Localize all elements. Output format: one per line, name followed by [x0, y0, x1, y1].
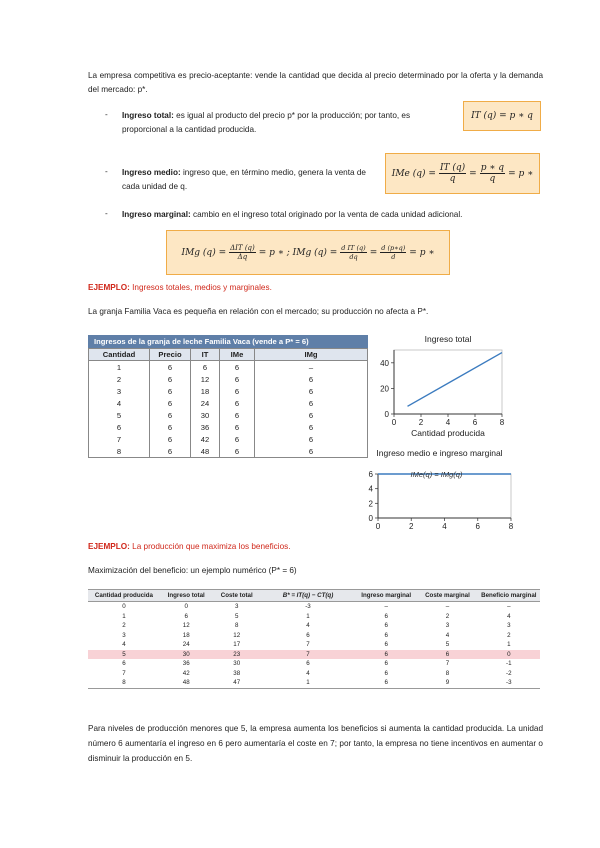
table-cell: 42 [182, 669, 190, 677]
fraction-numerator: p ∗ q [480, 163, 505, 173]
formula-lhs: IMg (q) = [181, 247, 227, 258]
series-line [408, 353, 503, 407]
table-cell: 6 [384, 631, 388, 639]
plot-frame [378, 474, 511, 518]
table-cell: 5 [235, 612, 239, 620]
example-1-heading [88, 281, 272, 295]
table-caption: Ingresos de la granja de leche Familia Vaca (vende a P* = 6) [88, 335, 368, 348]
table-cell: 48 [191, 445, 220, 458]
table-cell: 2 [89, 373, 150, 385]
table-cell: 0 [122, 603, 126, 611]
bullet-ingreso-total [122, 109, 457, 137]
table-cell: 36 [182, 660, 190, 668]
table-cell: 38 [233, 669, 241, 677]
table-cell: 23 [212, 650, 260, 660]
bullet-dash: - [105, 110, 108, 119]
table-cell: 6 [220, 409, 255, 421]
chart-title: Ingreso total [424, 334, 472, 344]
y-tick-label: 40 [380, 358, 389, 368]
table-row [88, 650, 540, 660]
table-cell: 3 [235, 603, 239, 611]
fraction [439, 163, 466, 184]
text-ingreso-medio: ingreso que, en término medio, genera la venta de cada unidad de q. [122, 168, 366, 191]
fraction-denominator: q [449, 174, 456, 184]
chart-ingreso-total [372, 330, 518, 442]
table-cell: 5 [88, 650, 160, 660]
y-tick-label: 6 [368, 470, 373, 479]
table-cell: 47 [212, 678, 260, 688]
table-maximizacion-beneficio [88, 589, 540, 689]
x-tick-label: 0 [391, 418, 397, 427]
table-row [88, 640, 540, 650]
table-cell: 6 [150, 397, 191, 409]
intro-paragraph: La empresa competitiva es precio-aceptante: vende la cantidad que decida al precio determinado por la oferta y la demanda del mercado: p*. [88, 71, 543, 94]
table-cell: 6 [255, 397, 368, 409]
term-ingreso-total: Ingreso total: [122, 111, 174, 120]
y-tick-label: 2 [368, 499, 373, 509]
fraction-numerator: d (p∗q) [381, 244, 406, 252]
table-cell: 3 [89, 385, 150, 397]
table-cell: 30 [233, 660, 241, 668]
table-cell: 9 [417, 678, 477, 688]
table-cell: 18 [182, 631, 190, 639]
table-row [88, 612, 540, 622]
table-cell: 1 [507, 641, 511, 649]
table-cell: 30 [160, 650, 213, 660]
table-body [88, 602, 540, 689]
chart-ingreso-medio-marginal [358, 444, 520, 534]
bullet-ingreso-marginal [122, 208, 542, 222]
fraction [229, 244, 256, 261]
table-cell: 6 [191, 361, 220, 374]
formula-lhs: IMe (q) = [391, 168, 436, 179]
x-tick-label: 6 [472, 418, 478, 427]
table-cell: 6 [220, 361, 255, 374]
conclusion-paragraph: Para niveles de producción menores que 5, la empresa aumenta los beneficios si aumenta la cantidad producida. La unidad número 6 aumentaría el ingreso en 6 pero aumentaría el coste en 7; por tanto, la empresa no tiene incentivos en aumentar o disminuir la producción en 5. [88, 724, 543, 763]
x-tick-label: 8 [499, 418, 505, 427]
table-header: Coste total [212, 590, 260, 602]
table-cell: 6 [122, 660, 126, 668]
table-header: IMg [255, 349, 368, 361]
table-cell: 6 [150, 361, 191, 374]
table-cell: – [384, 603, 388, 611]
table-row [89, 361, 368, 374]
table-cell: 8 [445, 669, 450, 677]
table-cell: 4 [89, 397, 150, 409]
table-cell: 12 [182, 622, 190, 630]
x-axis-label: Cantidad producida [411, 428, 485, 438]
table-row [88, 621, 540, 631]
fraction-denominator: dq [349, 253, 358, 261]
table-cell: 12 [191, 373, 220, 385]
table-row [88, 659, 540, 669]
example-title: La producción que maximiza los beneficios. [132, 542, 291, 551]
table-body [89, 361, 368, 458]
table-cell: 6 [255, 433, 368, 445]
table-cell: 0 [478, 650, 540, 660]
table-header: Cantidad producida [88, 590, 160, 602]
table-cell: 6 [255, 385, 368, 397]
fraction-numerator: IT (q) [439, 163, 466, 173]
table-cell: 1 [122, 612, 126, 620]
table-cell: 7 [306, 641, 310, 649]
table-ingresos-granja [88, 335, 368, 458]
table-row [89, 433, 368, 445]
x-tick-label: 6 [475, 522, 480, 531]
table-cell: 6 [417, 650, 477, 660]
table-cell: 6 [150, 421, 191, 433]
formula-ingreso-marginal [166, 230, 450, 275]
table-cell: 6 [384, 641, 388, 649]
table-cell: 4 [507, 612, 511, 620]
table-cell: 6 [220, 385, 255, 397]
table-cell: 6 [255, 421, 368, 433]
table-cell: 6 [150, 409, 191, 421]
x-tick-label: 8 [508, 522, 514, 531]
table-cell: 7 [89, 433, 150, 445]
table-cell: -1 [506, 660, 512, 668]
example-1-text: La granja Familia Vaca es pequeña en relación con el mercado; su producción no afecta a P*. [88, 307, 429, 316]
table-cell: 17 [233, 641, 241, 649]
example-label: EJEMPLO: [88, 283, 130, 292]
example-label: EJEMPLO: [88, 542, 130, 551]
table-cell: 6 [306, 660, 310, 668]
table-cell: 2 [122, 622, 126, 630]
example-title: Ingresos totales, medios y marginales. [132, 283, 272, 292]
table-cell: 5 [445, 641, 450, 649]
formula-ingreso-total: IT (q) = p ∗ q [463, 101, 541, 131]
text-ingreso-marginal: cambio en el ingreso total originado por la venta de cada unidad adicional. [192, 210, 463, 219]
table-row [88, 669, 540, 679]
chart-title: Ingreso medio e ingreso marginal [376, 448, 503, 458]
table-row [89, 373, 368, 385]
table-cell: 7 [445, 660, 450, 668]
table-cell: 8 [89, 445, 150, 458]
table-cell: 4 [306, 622, 310, 630]
table-cell: -3 [478, 678, 540, 688]
table-cell: 8 [88, 678, 160, 688]
table-cell: 24 [191, 397, 220, 409]
table-header: B* = IT(q) − CT(q) [261, 590, 355, 602]
fraction-denominator: d [391, 253, 396, 261]
bullet-dash: - [105, 209, 108, 218]
table-cell: 6 [184, 612, 188, 620]
table-cell: 6 [150, 385, 191, 397]
table-header: Cantidad [89, 349, 150, 361]
table-cell: 6 [355, 650, 417, 660]
formula-rhs: = p ∗ [508, 168, 534, 179]
formula-ingreso-medio: IMe (q) = $\frac{IT (q)}{q}$ = $\frac{p ∗ q}{q}$ = p ∗ [385, 153, 540, 194]
table-cell: 6 [220, 397, 255, 409]
table-cell: 0 [184, 603, 188, 611]
table-cell: 3 [445, 622, 450, 630]
y-tick-label: 0 [384, 410, 389, 419]
term-ingreso-medio: Ingreso medio: [122, 168, 181, 177]
table-cell: 7 [122, 669, 126, 677]
table-cell: 6 [384, 669, 388, 677]
table-row [89, 421, 368, 433]
table-cell: 6 [220, 433, 255, 445]
table-header: IMe [220, 349, 255, 361]
table-cell: 6 [220, 373, 255, 385]
table-cell: – [507, 603, 511, 611]
table-cell: 30 [191, 409, 220, 421]
fraction [380, 244, 406, 261]
table-row [88, 678, 540, 688]
y-tick-label: 20 [380, 384, 389, 394]
x-tick-label: 2 [418, 418, 424, 427]
table-cell: 2 [445, 612, 450, 620]
table-cell: 6 [355, 678, 417, 688]
table-header: Coste marginal [417, 590, 477, 602]
table-header: Ingreso marginal [355, 590, 417, 602]
example-2-heading [88, 540, 291, 554]
table-row [89, 445, 368, 458]
table-row [89, 409, 368, 421]
table-row [88, 631, 540, 641]
bullet-ingreso-medio [122, 166, 384, 194]
text-ingreso-total: es igual al producto del precio p* por la producción; por tanto, es proporcional a la cantidad producida. [122, 111, 411, 134]
table-cell: – [445, 603, 450, 611]
table-cell: -3 [305, 603, 311, 611]
fraction-denominator: Δq [237, 253, 248, 261]
table-cell: 6 [220, 421, 255, 433]
table-cell: 6 [384, 622, 388, 630]
table-cell: 1 [89, 361, 150, 374]
table-header: Precio [150, 349, 191, 361]
table-cell: 6 [306, 631, 310, 639]
table-row [89, 385, 368, 397]
x-tick-label: 2 [409, 522, 414, 531]
series-annotation: IMe(q) = IMg(q) [410, 470, 463, 479]
table-cell: 2 [507, 631, 511, 639]
example-2-text: Maximización del beneficio: un ejemplo numérico (P* = 6) [88, 566, 297, 575]
table-cell: 42 [191, 433, 220, 445]
table-cell: 5 [89, 409, 150, 421]
table-cell: 24 [182, 641, 190, 649]
table-cell: 4 [306, 669, 310, 677]
table-cell: 18 [191, 385, 220, 397]
table-cell: 8 [235, 622, 239, 630]
table-cell: 12 [233, 631, 241, 639]
table-cell: 6 [255, 409, 368, 421]
table-cell: 6 [150, 373, 191, 385]
x-tick-label: 4 [442, 522, 447, 531]
formula-eq: = [369, 247, 378, 258]
table-cell: 6 [89, 421, 150, 433]
fraction-denominator: q [489, 174, 496, 184]
table-cell: 1 [261, 678, 355, 688]
y-tick-label: 4 [368, 484, 373, 494]
fraction-numerator: ΔIT (q) [230, 244, 255, 252]
table-cell: 6 [384, 660, 388, 668]
x-tick-label: 4 [445, 418, 451, 427]
table-cell: 6 [150, 433, 191, 445]
table-cell: 7 [261, 650, 355, 660]
table-cell: 6 [255, 445, 368, 458]
table-header: Beneficio marginal [478, 590, 540, 602]
fraction [340, 244, 366, 261]
table-header: IT [191, 349, 220, 361]
y-tick-label: 0 [368, 514, 373, 523]
table-cell: 6 [255, 373, 368, 385]
table-cell: 3 [122, 631, 126, 639]
fraction-numerator: d IT (q) [341, 244, 366, 252]
table-cell: 3 [507, 622, 511, 630]
term-ingreso-marginal: Ingreso marginal: [122, 210, 191, 219]
table-row [89, 397, 368, 409]
table-cell: 48 [160, 678, 213, 688]
table-cell: – [255, 361, 368, 374]
table-cell: 1 [306, 612, 310, 620]
formula-mid: = p ∗ ; IMg (q) = [258, 247, 338, 258]
bullet-dash: - [105, 167, 108, 176]
fraction [480, 163, 505, 184]
table-header: Ingreso total [160, 590, 213, 602]
table-cell: 36 [191, 421, 220, 433]
table-cell: 6 [150, 445, 191, 458]
table-cell: 4 [445, 631, 450, 639]
table-cell: 4 [122, 641, 126, 649]
table-cell: -2 [506, 669, 512, 677]
formula-end: = p ∗ [409, 247, 435, 258]
x-tick-label: 0 [375, 522, 381, 531]
table-cell: 6 [384, 612, 388, 620]
table-cell: 6 [220, 445, 255, 458]
table-row [88, 602, 540, 612]
